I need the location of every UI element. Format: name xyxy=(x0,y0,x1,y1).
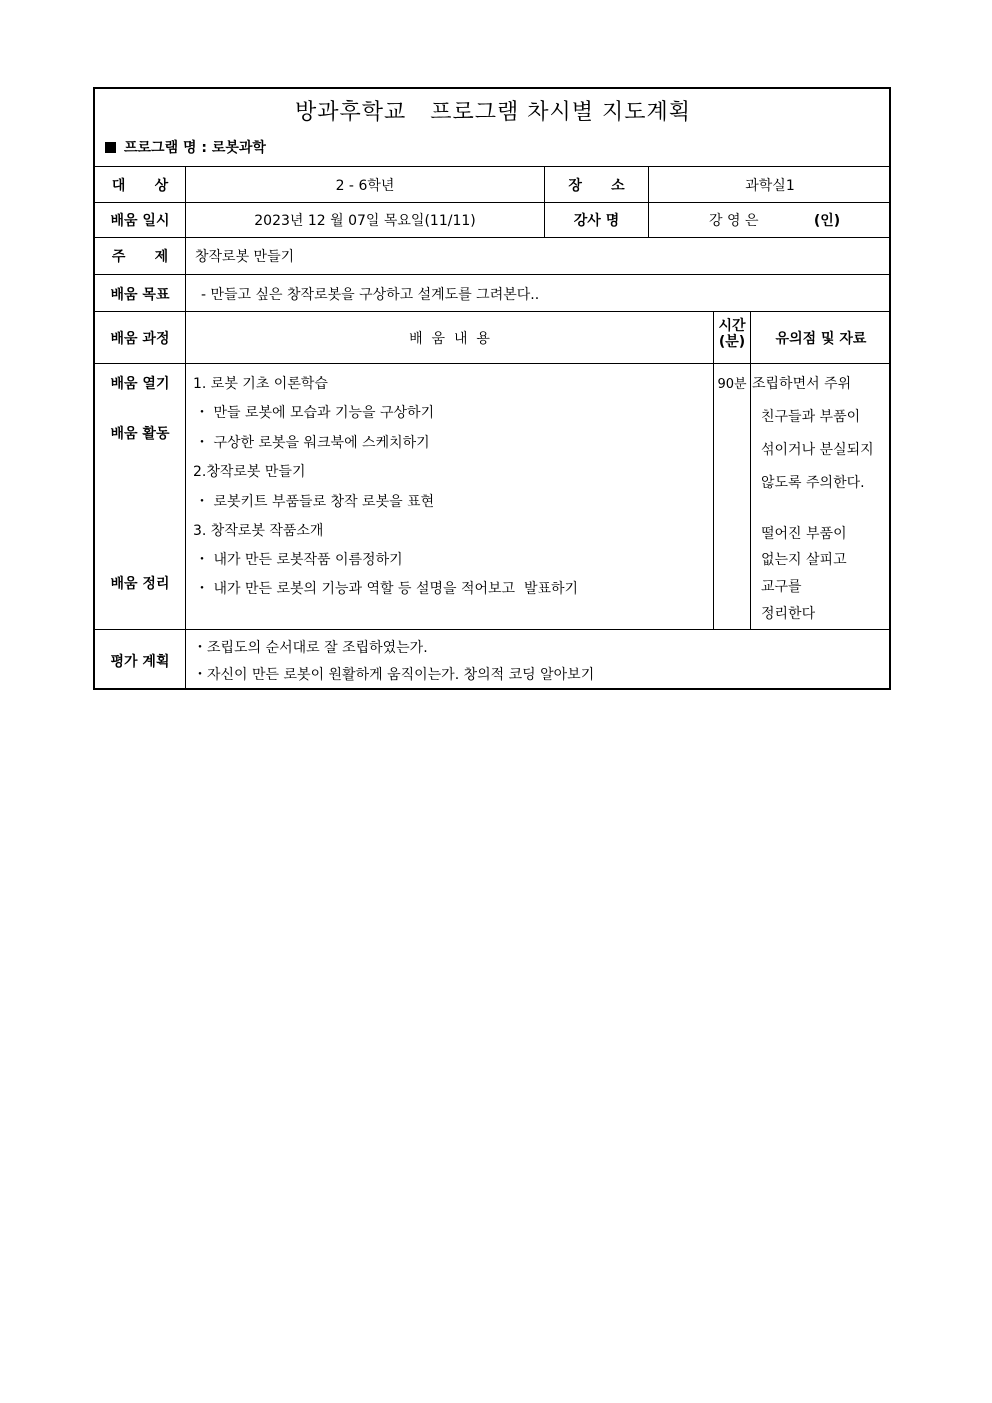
subject-value: 창작로봇 만들기 xyxy=(195,249,295,265)
place-value: 과학실1 xyxy=(745,178,795,194)
lesson-plan-sheet xyxy=(93,87,891,690)
place-label: 장 소 xyxy=(568,178,625,194)
program-label: 프로그램 명 : xyxy=(124,140,207,156)
time-value: 90분 xyxy=(717,377,747,392)
content-line: ・ 로봇키트 부품들로 창작 로봇을 표현 xyxy=(195,494,435,510)
program-name xyxy=(105,137,266,157)
subject-label: 주 제 xyxy=(111,249,169,265)
program-value: 로봇과학 xyxy=(211,140,266,156)
notes-line: 교구를 xyxy=(761,579,802,595)
page-title: 방과후학교 프로그램 차시별 지도계획 xyxy=(295,100,691,125)
notes-line: 떨어진 부품이 xyxy=(761,526,847,542)
content-line: ・ 만들 로봇에 모습과 기능을 구상하기 xyxy=(195,405,435,421)
notes-line: 없는지 살피고 xyxy=(761,552,847,568)
stage-close: 배움 정리 xyxy=(110,576,170,592)
content-line: ・ 내가 만든 로봇의 기능과 역할 등 설명을 적어보고 발표하기 xyxy=(195,581,579,597)
content-line: 1. 로봇 기초 이론학습 xyxy=(193,376,328,392)
row-divider xyxy=(95,237,891,238)
notes-line: 않도록 주의한다. xyxy=(761,475,865,491)
column-divider xyxy=(713,311,714,629)
notes-line: 조립하면서 주위 xyxy=(752,376,852,392)
notes-line: 정리한다 xyxy=(761,606,816,622)
seal-mark: (인) xyxy=(813,213,841,229)
goal-value: - 만들고 싶은 창작로봇을 구상하고 설계도를 그려본다.. xyxy=(201,287,540,303)
target-value: 2 - 6학년 xyxy=(335,178,395,194)
time-header-line1: 시간 xyxy=(718,318,746,334)
notes-line: 친구들과 부품이 xyxy=(761,409,861,425)
date-value: 2023년 12 월 07일 목요일(11/11) xyxy=(254,213,476,229)
process-header-time xyxy=(714,318,750,350)
notes-line: 섞이거나 분실되지 xyxy=(761,442,874,458)
content-line: 3. 창작로봇 작품소개 xyxy=(193,523,324,539)
stage-activity: 배움 활동 xyxy=(110,426,170,442)
column-divider xyxy=(185,166,186,690)
title-block xyxy=(95,89,891,167)
process-header-notes: 유의점 및 자료 xyxy=(775,331,867,347)
time-header-line2: (분) xyxy=(718,334,746,350)
row-divider xyxy=(95,363,891,364)
evaluation-label: 평가 계획 xyxy=(110,654,170,670)
square-bullet-icon xyxy=(105,142,116,153)
row-divider xyxy=(95,202,891,203)
process-header-label: 배움 과정 xyxy=(110,331,170,347)
stage-open: 배움 열기 xyxy=(110,376,170,392)
content-line: 2.창작로봇 만들기 xyxy=(193,464,306,480)
evaluation-line: ・자신이 만든 로봇이 원활하게 움직이는가. 창의적 코딩 알아보기 xyxy=(193,667,595,683)
goal-label: 배움 목표 xyxy=(110,287,170,303)
row-divider xyxy=(95,629,891,630)
instructor-value: 강 영 은 xyxy=(709,213,759,229)
row-divider xyxy=(95,311,891,312)
process-header-content: 배 움 내 용 xyxy=(409,331,490,347)
instructor-label: 강사 명 xyxy=(573,213,620,229)
evaluation-line: ・조립도의 순서대로 잘 조립하였는가. xyxy=(193,640,428,656)
target-label: 대 상 xyxy=(111,178,169,194)
content-line: ・ 내가 만든 로봇작품 이름정하기 xyxy=(195,552,403,568)
column-divider xyxy=(750,311,751,629)
date-label: 배움 일시 xyxy=(110,213,170,229)
row-divider xyxy=(95,274,891,275)
content-line: ・ 구상한 로봇을 워크북에 스케치하기 xyxy=(195,435,430,451)
